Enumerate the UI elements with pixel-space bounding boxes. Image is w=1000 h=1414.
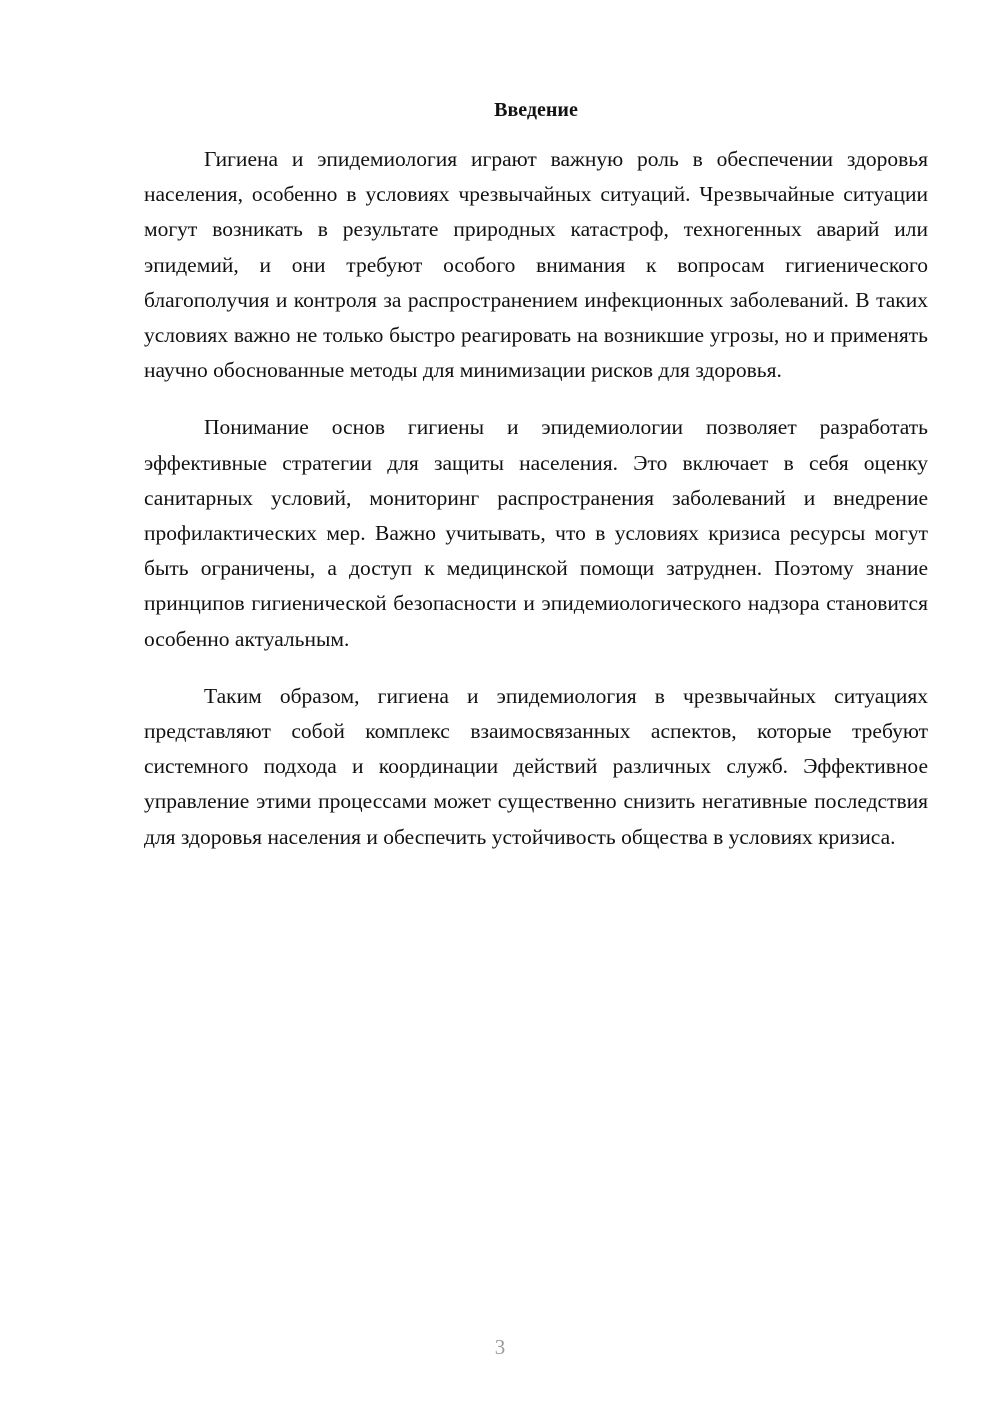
- paragraph-3: Таким образом, гигиена и эпидемиология в чрезвычайных ситуациях представляют собой комплекс взаимосвязанных аспектов, которые требуют системного подхода и координации действий различных служб. Эффективное управление этими процессами может существенно снизить негативные последствия для здоровья населения и обеспечить устойчивость общества в условиях кризиса.: [144, 683, 928, 849]
- document-body: [144, 96, 928, 877]
- paragraph-1: Гигиена и эпидемиология играют важную роль в обеспечении здоровья населения, особенно в условиях чрезвычайных ситуаций. Чрезвычайные ситуации могут возникать в результате природных катастроф, техногенных аварий или эпидемий, и они требуют особого внимания к вопросам гигиенического благополучия и контроля за распространением инфекционных заболеваний. В таких условиях важно не только быстро реагировать на возникшие угрозы, но и применять научно обоснованные методы для минимизации рисков для здоровья.: [144, 147, 928, 383]
- section-title: Введение: [494, 99, 578, 121]
- page-number: 3: [494, 1335, 506, 1359]
- paragraph-2: Понимание основ гигиены и эпидемиологии позволяет разработать эффективные стратегии для защиты населения. Это включает в себя оценку санитарных условий, мониторинг распространения заболеваний и внедрение профилактических мер. Важно учитывать, что в условиях кризиса ресурсы могут быть ограничены, а доступ к медицинской помощи затруднен. Поэтому знание принципов гигиенической безопасности и эпидемиологического надзора становится особенно актуальным.: [144, 415, 928, 651]
